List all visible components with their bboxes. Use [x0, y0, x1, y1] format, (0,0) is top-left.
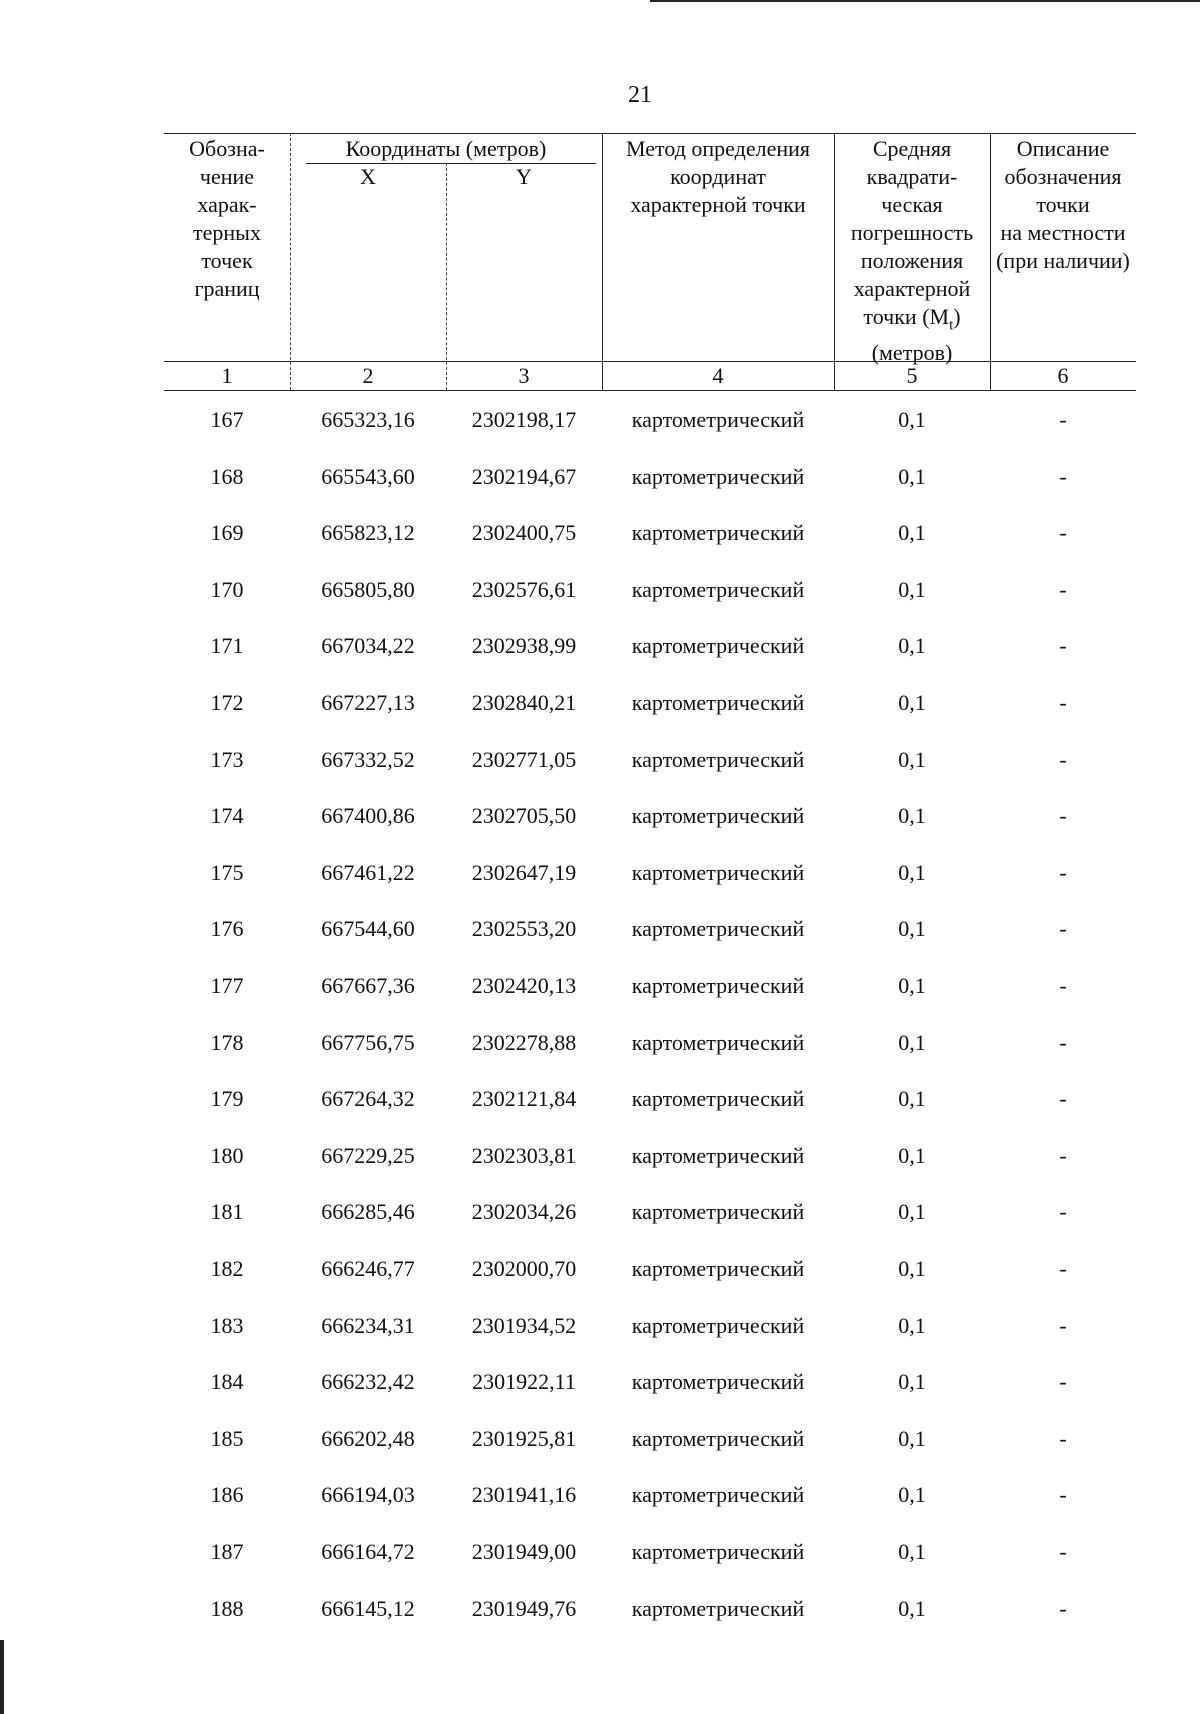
header-col-description: Описание обозначения точки на местности (при наличии) [996, 136, 1130, 273]
cell-coord-y: 2301941,16 [471, 1482, 577, 1508]
table-row [164, 1475, 1136, 1515]
cell-point-id: 167 [210, 407, 244, 432]
cell-coord-x: 665823,12 [321, 520, 415, 546]
cell-coord-y: 2301922,11 [472, 1369, 576, 1395]
cell-description: - [1059, 576, 1067, 602]
cell-error: 0,1 [898, 1029, 926, 1055]
cell-description: - [1059, 746, 1067, 772]
table-row [164, 1023, 1136, 1063]
cell-error: 0,1 [898, 1369, 926, 1395]
cell-method: картометрический [631, 407, 805, 432]
cell-description: - [1059, 859, 1067, 885]
table-row [164, 966, 1136, 1006]
cell-point-id: 188 [210, 1595, 244, 1621]
cell-description: - [1059, 690, 1067, 715]
header-col-method: Метод определения координат характерной точки [625, 136, 811, 217]
table-row [164, 1249, 1136, 1289]
cell-description: - [1059, 1142, 1067, 1168]
cell-method: картометрический [631, 1539, 805, 1564]
cell-method: картометрический [631, 1142, 805, 1168]
table-row [164, 909, 1136, 949]
header-col-designation: Обозна- чение харак- терных точек границ [189, 136, 265, 301]
cell-error: 0,1 [898, 973, 926, 998]
cell-method: картометрический [631, 1595, 805, 1621]
cell-coord-y: 2302303,81 [471, 1142, 577, 1168]
cell-description: - [1059, 633, 1067, 659]
cell-point-id: 177 [210, 973, 244, 998]
cell-coord-y: 2302121,84 [471, 1086, 577, 1112]
cell-coord-x: 667756,75 [321, 1029, 415, 1055]
table-row [164, 1306, 1136, 1346]
cell-description: - [1059, 973, 1067, 998]
cell-coord-y: 2302034,26 [471, 1199, 577, 1225]
cell-method: картометрический [631, 1029, 805, 1055]
cell-description: - [1059, 1086, 1067, 1112]
cell-error: 0,1 [898, 916, 926, 942]
cell-error: 0,1 [898, 520, 926, 546]
cell-coord-y: 2302198,17 [471, 407, 577, 432]
table-row [164, 1192, 1136, 1232]
cell-coord-x: 667227,13 [321, 690, 415, 715]
cell-coord-y: 2301949,00 [471, 1539, 577, 1564]
cell-description: - [1059, 1369, 1067, 1395]
table-row [164, 400, 1136, 440]
cell-point-id: 173 [210, 746, 244, 772]
cell-error: 0,1 [898, 1199, 926, 1225]
cell-point-id: 172 [210, 690, 244, 715]
cell-point-id: 183 [210, 1312, 244, 1338]
cell-coord-x: 667667,36 [321, 973, 415, 998]
cell-point-id: 168 [210, 463, 244, 489]
cell-coord-x: 667461,22 [321, 859, 415, 885]
cell-coord-x: 666234,31 [321, 1312, 415, 1338]
cell-error: 0,1 [898, 1256, 926, 1281]
cell-method: картометрический [631, 1199, 805, 1225]
cell-coord-y: 2302647,19 [471, 859, 577, 885]
table-row [164, 1589, 1136, 1629]
cell-coord-x: 665805,80 [321, 576, 415, 602]
cell-coord-x: 666194,03 [321, 1482, 415, 1508]
cell-point-id: 174 [210, 803, 244, 829]
table-row [164, 796, 1136, 836]
cell-coord-x: 665543,60 [321, 463, 415, 489]
cell-coord-y: 2302553,20 [471, 916, 577, 942]
table-row [164, 457, 1136, 497]
cell-point-id: 180 [210, 1142, 244, 1168]
cell-method: картометрический [631, 916, 805, 942]
cell-method: картометрический [631, 1369, 805, 1395]
cell-method: картометрический [631, 1256, 805, 1281]
cell-coord-y: 2302278,88 [471, 1029, 577, 1055]
cell-coord-x: 666285,46 [321, 1199, 415, 1225]
cell-description: - [1059, 916, 1067, 942]
cell-description: - [1059, 1595, 1067, 1621]
cell-error: 0,1 [898, 803, 926, 829]
header-col-error: Средняя квадрати- ческая погрешность положения характерной точки $(M_t)$ (метров) [850, 136, 974, 366]
header-number-6: 6 [1057, 363, 1069, 388]
cell-method: картометрический [631, 690, 805, 715]
cell-error: 0,1 [898, 746, 926, 772]
cell-coord-x: 666202,48 [321, 1425, 415, 1451]
header-coords-group: Координаты (метров) [345, 136, 547, 161]
cell-coord-y: 2302771,05 [471, 746, 577, 772]
cell-method: картометрический [631, 463, 805, 489]
cell-method: картометрический [631, 520, 805, 546]
cell-point-id: 185 [210, 1425, 244, 1451]
cell-description: - [1059, 1425, 1067, 1451]
cell-coord-x: 666164,72 [321, 1539, 415, 1564]
cell-coord-y: 2302000,70 [471, 1256, 577, 1281]
table-row [164, 626, 1136, 666]
cell-point-id: 182 [210, 1256, 244, 1281]
cell-coord-y: 2302938,99 [471, 633, 577, 659]
cell-coord-y: 2302194,67 [471, 463, 577, 489]
cell-error: 0,1 [898, 1425, 926, 1451]
cell-coord-y: 2302705,50 [471, 803, 577, 829]
cell-point-id: 178 [210, 1029, 244, 1055]
header-number-1: 1 [221, 363, 233, 388]
cell-method: картометрический [631, 1086, 805, 1112]
cell-description: - [1059, 1312, 1067, 1338]
cell-method: картометрический [631, 803, 805, 829]
cell-error: 0,1 [898, 859, 926, 885]
scan-edge-line [650, 0, 1200, 2]
cell-description: - [1059, 803, 1067, 829]
cell-error: 0,1 [898, 407, 926, 432]
cell-coord-x: 667544,60 [321, 916, 415, 942]
cell-error: 0,1 [898, 1482, 926, 1508]
header-number-4: 4 [712, 363, 724, 388]
cell-error: 0,1 [898, 1086, 926, 1112]
header-col-y: Y [516, 164, 532, 189]
table-row [164, 1079, 1136, 1119]
cell-method: картометрический [631, 633, 805, 659]
cell-coord-y: 2302420,13 [471, 973, 577, 998]
cell-point-id: 186 [210, 1482, 244, 1508]
cell-coord-y: 2302400,75 [471, 520, 577, 546]
cell-point-id: 170 [210, 576, 244, 602]
cell-coord-x: 667264,32 [321, 1086, 415, 1112]
cell-point-id: 175 [210, 859, 244, 885]
cell-point-id: 171 [210, 633, 244, 659]
cell-error: 0,1 [898, 1539, 926, 1564]
cell-description: - [1059, 1482, 1067, 1508]
cell-description: - [1059, 1256, 1067, 1281]
cell-coord-x: 665323,16 [321, 407, 415, 432]
table-row [164, 1532, 1136, 1572]
header-number-3: 3 [518, 363, 530, 388]
table-header [164, 133, 1136, 393]
cell-description: - [1059, 1029, 1067, 1055]
cell-coord-x: 666246,77 [321, 1256, 415, 1281]
cell-point-id: 179 [210, 1086, 244, 1112]
header-bottom-rule [164, 390, 1136, 391]
header-col-x: X [360, 164, 376, 189]
cell-method: картометрический [631, 973, 805, 998]
cell-coord-x: 667229,25 [321, 1142, 415, 1168]
cell-point-id: 187 [210, 1539, 244, 1564]
table-row [164, 570, 1136, 610]
cell-description: - [1059, 1539, 1067, 1564]
header-number-5: 5 [906, 363, 918, 388]
cell-error: 0,1 [898, 463, 926, 489]
cell-description: - [1059, 407, 1067, 432]
table-row [164, 1136, 1136, 1176]
cell-description: - [1059, 1199, 1067, 1225]
scan-edge-mark [0, 1640, 4, 1714]
cell-coord-x: 667400,86 [321, 803, 415, 829]
cell-method: картометрический [631, 576, 805, 602]
cell-method: картометрический [631, 746, 805, 772]
table-row [164, 1362, 1136, 1402]
cell-description: - [1059, 463, 1067, 489]
cell-coord-x: 666145,12 [321, 1595, 415, 1621]
cell-error: 0,1 [898, 1312, 926, 1338]
cell-description: - [1059, 520, 1067, 546]
cell-coord-x: 666232,42 [321, 1369, 415, 1395]
table-row [164, 513, 1136, 553]
cell-point-id: 176 [210, 916, 244, 942]
cell-error: 0,1 [898, 1142, 926, 1168]
cell-coord-y: 2302840,21 [471, 690, 577, 715]
cell-coord-y: 2302576,61 [471, 576, 577, 602]
cell-coord-x: 667034,22 [321, 633, 415, 659]
table-row [164, 1419, 1136, 1459]
cell-error: 0,1 [898, 1595, 926, 1621]
cell-error: 0,1 [898, 690, 926, 715]
cell-method: картометрический [631, 859, 805, 885]
header-number-2: 2 [362, 363, 374, 388]
cell-coord-y: 2301949,76 [471, 1595, 577, 1621]
cell-error: 0,1 [898, 576, 926, 602]
cell-coord-y: 2301925,81 [471, 1425, 577, 1451]
page-number: 21 [628, 82, 652, 108]
cell-method: картометрический [631, 1482, 805, 1508]
table-row [164, 683, 1136, 723]
cell-method: картометрический [631, 1312, 805, 1338]
cell-point-id: 181 [210, 1199, 244, 1225]
table-row [164, 740, 1136, 780]
col-divider-2 [446, 163, 447, 390]
table-row [164, 853, 1136, 893]
cell-coord-y: 2301934,52 [471, 1312, 577, 1338]
cell-coord-x: 667332,52 [321, 746, 415, 772]
cell-point-id: 184 [210, 1369, 244, 1395]
cell-method: картометрический [631, 1425, 805, 1451]
cell-point-id: 169 [210, 520, 244, 546]
cell-error: 0,1 [898, 633, 926, 659]
